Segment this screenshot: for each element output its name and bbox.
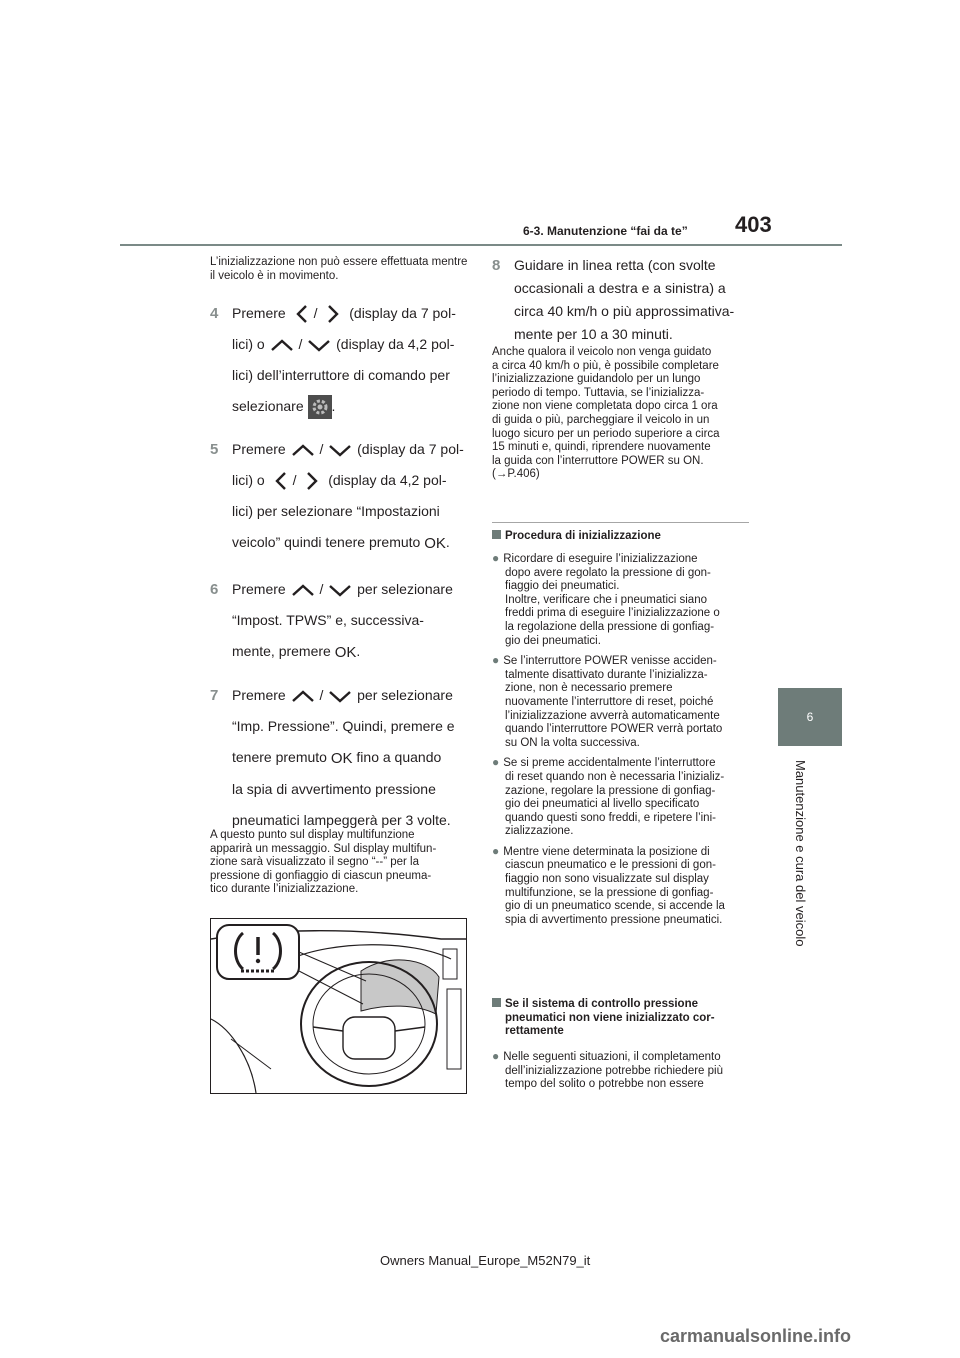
section-title: 6-3. Manutenzione “fai da te” (523, 224, 688, 238)
watermark: carmanualsonline.info (660, 1326, 852, 1346)
ok-icon: OK (330, 749, 353, 767)
square-bullet-icon (492, 530, 501, 539)
chevron-left-icon (290, 304, 314, 324)
square-bullet-icon (492, 998, 501, 1007)
list-item: ● Se si preme accidentalmente l’interruttore di reset quando non è necessaria l’inizializ- zazione, regolare la pressione di gonfiag- gio dei pneumatici al livello specificato quando questi sono freddi, e ripetere l’ini- zializzazione. (492, 755, 725, 838)
chevron-up-icon (290, 582, 316, 598)
step-5: 5 Premere / (display da 7 pol- lici) o / (display da 4,2 pol- lici) per selezionare “Impostazioni veicolo” quindi tenere premuto OK. (210, 434, 470, 559)
chevron-right-icon (321, 304, 345, 324)
list-item: ● Nelle seguenti situazioni, il completamento dell’inizializzazione potrebbe richiedere più tempo del solito o potrebbe non essere (492, 1049, 723, 1091)
page-number: 403 (735, 212, 772, 237)
chevron-up-icon (290, 442, 316, 458)
chapter-number: 6 (806, 710, 814, 724)
bullet-list-2 (492, 1050, 754, 1092)
circle-bullet-icon: ● (492, 755, 500, 770)
list-item: ● Mentre viene determinata la posizione di ciascun pneumatico e le pressioni di gon- fiaggio non sono visualizzate sul display multifunzione, se la pressione di gonfiag- gio di un pneumatico scende, si accende la spia di avvertimento pressione pneumatici. (492, 843, 725, 926)
step-4: 4 Premere / (display da 7 pol- lici) o / (display da 4,2 pol- lici) dell’interruttore di comando per selezionare . (210, 298, 470, 422)
ok-icon: OK (334, 643, 357, 661)
chevron-right-icon (300, 471, 324, 491)
circle-bullet-icon: ● (492, 843, 500, 858)
after-step-note: A questo punto sul display multifunzione apparirà un messaggio. Sul display multifun- zione sarà visualizzato il segno “--” per la pressione di gonfiaggio di ciascun pneuma- tico durante l’inizializzazione. (210, 829, 437, 896)
section-divider (492, 522, 749, 523)
section-heading-initialization: Procedura di inizializzazione (492, 530, 754, 544)
chevron-down-icon (327, 688, 353, 704)
step-6: 6 Premere / per selezionare “Impost. TPWS” e, successiva- mente, premere OK. (210, 574, 470, 668)
header-divider (120, 244, 842, 246)
gear-icon (308, 395, 332, 419)
step-number: 6 (210, 581, 219, 598)
chevron-up-icon (290, 688, 316, 704)
section-heading-incorrect-init: Se il sistema di controllo pressione pneumatici non viene inizializzato cor- rettamente (492, 998, 754, 1039)
list-item: ● Se l’interruttore POWER venisse acciden- talmente disattivato durante l’inizializza- zione, non è necessario premere nuovamente l’interruttore di reset, poiché l’inizializzazione avverrà automaticamente quando l’interruttore POWER verrà portato su ON la volta successiva. (492, 653, 723, 749)
chevron-up-icon (269, 337, 295, 353)
step-number: 7 (210, 687, 219, 704)
step-number: 5 (210, 441, 219, 458)
step-7: 7 Premere / per selezionare “Imp. Pressione”. Quindi, premere e tenere premuto OK fino a quando la spia di avvertimento pressione pneumatici lampeggerà per 3 volte. (210, 680, 470, 836)
step-8-note: Anche qualora il veicolo non venga guidato a circa 40 km/h o più, è possibile completare l’inizializzazione guidandolo per un lungo periodo di tempo. Tuttavia, se l’inizializza- zione non viene completata dopo circa 1 ora di guida o più, parcheggiare il veicolo in un luogo sicuro per un periodo superiore a circa 15 minuti e, quindi, riprendere nuovamente la guida con l’interruttore POWER su ON. (→P.406) (492, 346, 754, 482)
steering-wheel-illustration (211, 919, 466, 1093)
step-number: 8 (492, 257, 501, 274)
bullet-list-1 (492, 552, 754, 933)
list-item: ● Ricordare di eseguire l’inizializzazione dopo avere regolato la pressione di gon- fiaggio dei pneumatici. Inoltre, verificare che i pneumatici siano freddi prima di eseguire l’inizializzazione o la regolazione della pressione di gonfiag- gio dei pneumatici. (492, 551, 720, 647)
circle-bullet-icon: ● (492, 653, 500, 668)
footer-text: Owners Manual_Europe_M52N79_it (380, 1253, 591, 1268)
circle-bullet-icon: ● (492, 551, 500, 565)
ok-icon: OK (424, 534, 446, 552)
chevron-down-icon (327, 442, 353, 458)
chevron-left-icon (269, 471, 293, 491)
circle-bullet-icon: ● (492, 1049, 500, 1063)
chapter-tab[interactable] (778, 688, 842, 746)
step-8: 8 Guidare in linea retta (con svolte occasionali a destra e a sinistra) a circa 40 km/h o più approssimativa- mente per 10 a 30 minuti. (492, 254, 754, 346)
page-reference-link[interactable]: (→P.406) (492, 468, 540, 481)
chevron-down-icon (306, 337, 332, 353)
chevron-down-icon (327, 582, 353, 598)
intro-note: L’inizializzazione non può essere effettuata mentre il veicolo è in movimento. (210, 256, 468, 282)
dashboard-illustration (210, 918, 467, 1094)
step-number: 4 (210, 305, 219, 322)
chapter-label: Manutenzione e cura del veicolo (793, 760, 808, 947)
